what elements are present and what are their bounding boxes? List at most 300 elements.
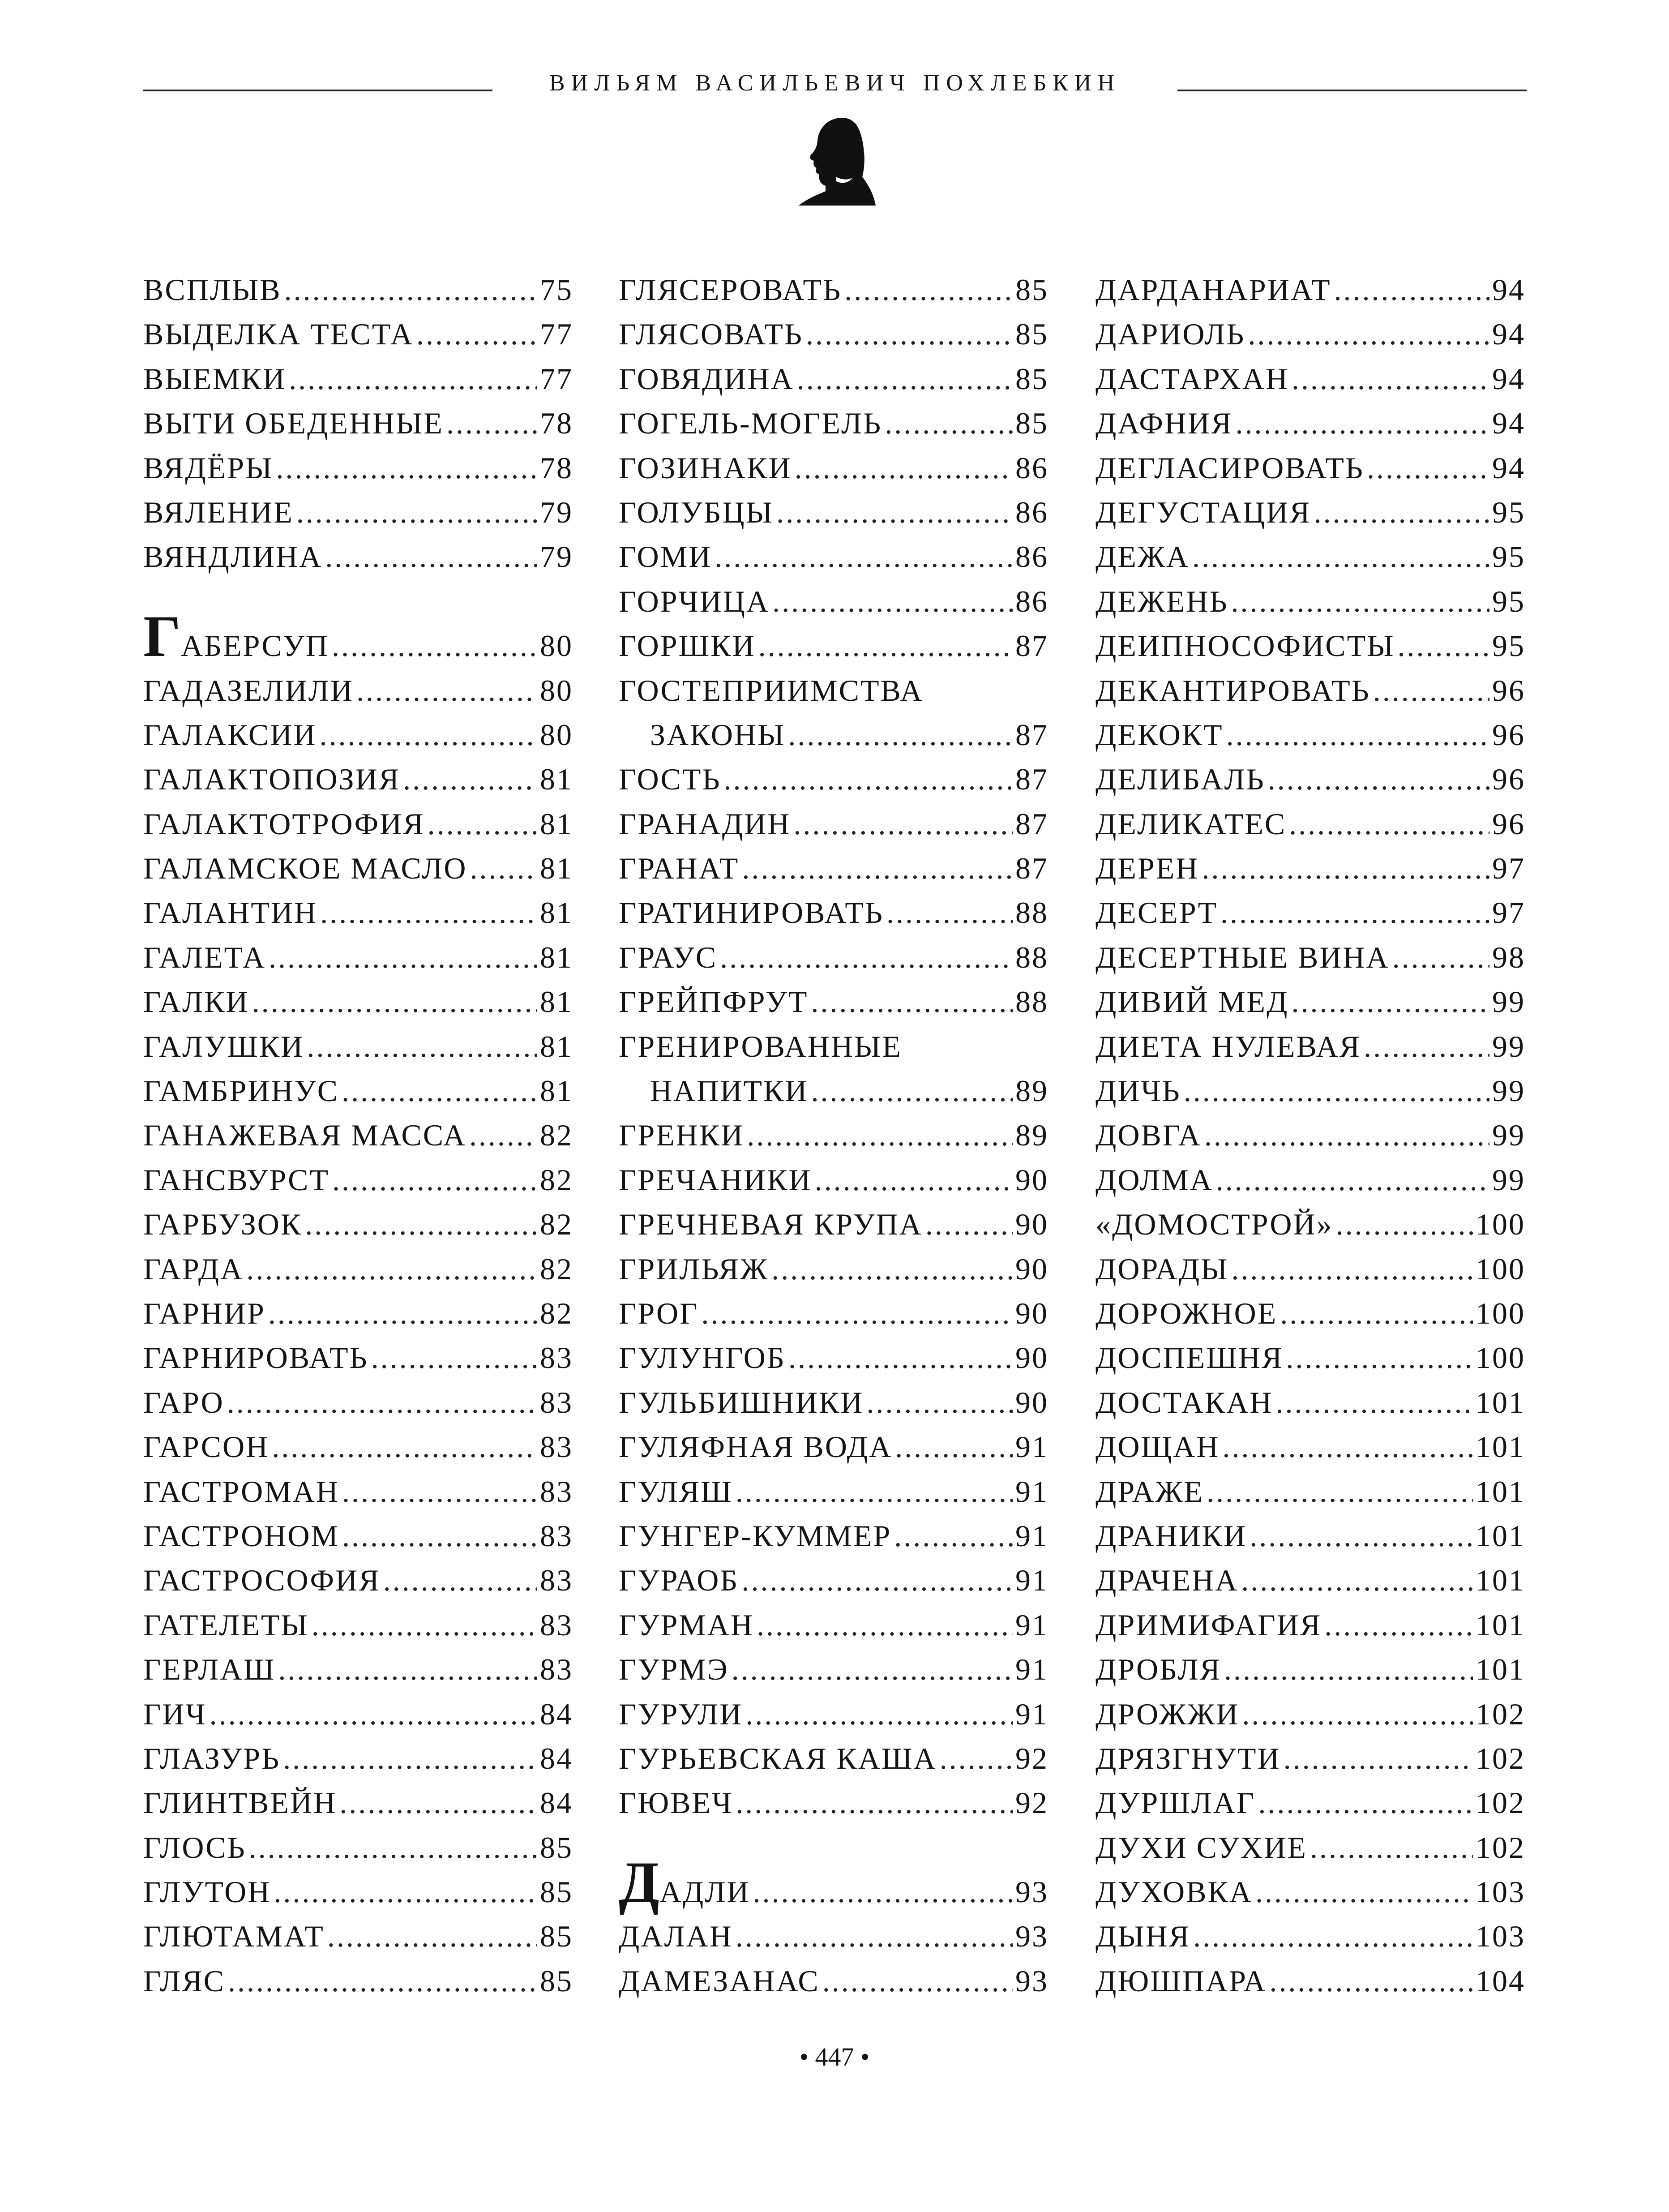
index-page-number: 89 [1015, 1118, 1048, 1153]
section-gap [619, 1826, 1048, 1870]
leader-dots [428, 802, 537, 846]
index-term: ГУРМАН [619, 1608, 754, 1642]
index-entry [619, 446, 1048, 490]
index-page-number: 81 [540, 1029, 573, 1063]
index-page-number: 91 [1015, 1652, 1048, 1687]
index-page-number: 99 [1492, 1118, 1525, 1153]
page-number: • 447 • [799, 2042, 870, 2071]
index-term: ГАЛУШКИ [143, 1029, 304, 1063]
index-entry [619, 757, 1048, 802]
index-entry [1096, 1558, 1525, 1603]
leader-dots [788, 713, 1013, 757]
leader-dots [1207, 1470, 1473, 1514]
index-term: ДУРШЛАГ [1096, 1786, 1256, 1820]
index-page-number: 88 [1015, 896, 1048, 930]
leader-dots [325, 535, 537, 579]
leader-dots [1204, 1113, 1489, 1157]
index-page-number: 102 [1476, 1830, 1525, 1865]
index-page-number: 83 [540, 1608, 573, 1642]
index-entry [1096, 1113, 1525, 1157]
index-column-2 [619, 268, 1048, 2003]
index-entry [1096, 757, 1525, 802]
index-page-number: 101 [1476, 1430, 1525, 1464]
index-entry [1096, 802, 1525, 846]
leader-dots [371, 1336, 537, 1380]
index-page-number: 94 [1492, 361, 1525, 396]
leader-dots [356, 669, 537, 713]
index-term: ГЛЯСЕРОВАТЬ [619, 273, 842, 307]
leader-dots [745, 1692, 1013, 1736]
leader-dots [724, 757, 1013, 802]
leader-dots [252, 980, 537, 1024]
index-term: ДАФНИЯ [1096, 406, 1233, 441]
index-entry [143, 401, 573, 446]
index-page-number: 91 [1015, 1608, 1048, 1642]
index-page-number: 100 [1476, 1252, 1525, 1286]
index-entry [143, 1914, 573, 1959]
index-entry [1096, 268, 1525, 312]
index-term: ГЕРЛАШ [143, 1652, 276, 1687]
index-page-number: 83 [540, 1385, 573, 1419]
index-entry [619, 802, 1048, 846]
index-page-number: 97 [1492, 851, 1525, 886]
leader-dots [1222, 1425, 1473, 1469]
index-entry [1096, 1380, 1525, 1425]
index-page-number: 93 [1015, 1963, 1048, 1998]
index-entry [1096, 1603, 1525, 1647]
index-page-number: 101 [1476, 1474, 1525, 1509]
leader-dots [1226, 713, 1489, 757]
index-entry [143, 1781, 573, 1825]
index-page-number: 92 [1015, 1741, 1048, 1775]
index-term: ДЕЖА [1096, 540, 1190, 574]
index-entry [619, 1914, 1048, 1959]
index-entry [143, 1692, 573, 1736]
index-term: ДРИМИФАГИЯ [1096, 1608, 1322, 1642]
leader-dots [741, 1558, 1013, 1603]
profile-silhouette-icon [792, 110, 877, 208]
index-term: ГАЛАМСКОЕ МАСЛО [143, 851, 467, 886]
index-term: ГАРСОН [143, 1430, 270, 1464]
index-entry [143, 1736, 573, 1781]
index-entry [619, 1692, 1048, 1736]
index-entry [619, 1514, 1048, 1558]
index-term: ГАЛАКТОПОЗИЯ [143, 762, 401, 797]
leader-dots [307, 1025, 537, 1069]
index-term: ДЕЛИКАТЕС [1096, 806, 1287, 841]
index-entry [619, 1736, 1048, 1781]
section-initial: Г [143, 603, 181, 669]
index-term: ДУХИ СУХИЕ [1096, 1830, 1307, 1865]
index-page-number: 81 [540, 1074, 573, 1108]
index-term: ГАРБУЗОК [143, 1207, 303, 1242]
index-term: ГРЕЙПФРУТ [619, 985, 809, 1019]
index-page-number: 101 [1476, 1385, 1525, 1419]
leader-dots [895, 1425, 1013, 1469]
leader-dots [772, 579, 1013, 624]
leader-dots [332, 624, 537, 668]
index-page-number: 93 [1015, 1875, 1048, 1909]
index-page-number: 83 [540, 1652, 573, 1687]
leader-dots [1334, 268, 1490, 312]
index-page-number: 91 [1015, 1430, 1048, 1464]
index-entry [619, 1959, 1048, 2003]
index-entry [143, 1158, 573, 1202]
leader-dots [1202, 846, 1489, 891]
leader-dots [815, 1158, 1013, 1202]
index-page-number: 82 [540, 1162, 573, 1197]
index-entry [143, 1470, 573, 1514]
index-entry [619, 935, 1048, 980]
index-term: ГУЛЯШ [619, 1474, 733, 1509]
index-term: ДРАЧЕНА [1096, 1563, 1239, 1598]
leader-dots [1324, 1603, 1473, 1647]
leader-dots [342, 1514, 537, 1558]
index-page-number: 96 [1492, 717, 1525, 752]
index-entry [1096, 1069, 1525, 1113]
index-term: ГАРНИРОВАТЬ [143, 1341, 368, 1375]
index-page-number: 99 [1492, 985, 1525, 1019]
index-term: ГОРШКИ [619, 629, 756, 663]
index-page-number: 92 [1015, 1786, 1048, 1820]
index-page-number: 101 [1476, 1652, 1525, 1687]
leader-dots [327, 1914, 537, 1959]
index-page-number: 94 [1492, 406, 1525, 441]
index-term: ВЯЛЕНИЕ [143, 495, 294, 529]
index-entry [143, 802, 573, 846]
index-entry [1096, 713, 1525, 757]
index-term: ГАЛЕТА [143, 940, 266, 974]
index-entry [619, 1849, 1048, 1916]
index-term: ГРАУС [619, 940, 718, 974]
index-entry [619, 1781, 1048, 1825]
index-entry [619, 490, 1048, 535]
index-entry [619, 579, 1048, 624]
index-entry [143, 1558, 573, 1603]
leader-dots [720, 935, 1013, 980]
index-term: ГУЛУНГОБ [619, 1341, 786, 1375]
index-entry [143, 891, 573, 935]
leader-dots [296, 490, 537, 535]
leader-dots [1292, 357, 1489, 401]
index-entry [143, 312, 573, 356]
index-term: «ДОМОСТРОЙ» [1096, 1207, 1333, 1242]
index-term: ГУРАОБ [619, 1563, 739, 1598]
index-page-number: 82 [540, 1118, 573, 1153]
index-entry [1096, 846, 1525, 891]
index-term: ДАРИОЛЬ [1096, 317, 1245, 352]
index-page-number: 99 [1492, 1074, 1525, 1108]
index-entry [619, 1336, 1048, 1380]
index-entry [619, 1025, 1048, 1069]
index-term: ГАСТРОНОМ [143, 1518, 339, 1553]
index-page-number: 85 [1015, 406, 1048, 441]
index-entry [1096, 669, 1525, 713]
index-term: ГАТЕЛЕТЫ [143, 1608, 309, 1642]
index-page-number: 85 [540, 1919, 573, 1954]
index-page-number: 90 [1015, 1385, 1048, 1419]
index-entry [619, 1113, 1048, 1157]
index-page-number: 81 [540, 762, 573, 797]
leader-dots [1364, 1025, 1489, 1069]
index-page-number: 89 [1015, 1074, 1048, 1108]
index-entry [619, 312, 1048, 356]
index-term: ГРАТИНИРОВАТЬ [619, 896, 884, 930]
index-page-number: 82 [540, 1296, 573, 1330]
index-entry [619, 1425, 1048, 1469]
leader-dots [1367, 446, 1489, 490]
index-entry [619, 1202, 1048, 1247]
index-entry [143, 1826, 573, 1870]
leader-dots [276, 446, 537, 490]
index-entry [143, 713, 573, 757]
index-term: ГУНГЕР-КУММЕР [619, 1518, 892, 1553]
leader-dots [1193, 1914, 1473, 1959]
index-term: ГРИЛЬЯЖ [619, 1252, 769, 1286]
index-page-number: 81 [540, 896, 573, 930]
leader-dots [1248, 312, 1489, 356]
index-entry [143, 1380, 573, 1425]
index-term: ГЛЯСОВАТЬ [619, 317, 803, 352]
index-term: ДЕЖЕНЬ [1096, 584, 1228, 618]
index-term: ГРОГ [619, 1296, 699, 1330]
index-page-number: 84 [540, 1786, 573, 1820]
leader-dots [844, 268, 1013, 312]
leader-dots [793, 802, 1013, 846]
index-page-number: 86 [1015, 495, 1048, 529]
index-entry [143, 1870, 573, 1914]
index-page-number: 87 [1015, 762, 1048, 797]
leader-dots [822, 1959, 1013, 2003]
index-page-number: 90 [1015, 1162, 1048, 1197]
leader-dots [227, 1380, 537, 1425]
leader-dots [885, 401, 1013, 446]
index-page-number: 85 [1015, 361, 1048, 396]
leader-dots [1224, 1647, 1473, 1692]
leader-dots [320, 891, 537, 935]
index-term: ДИЕТА НУЛЕВАЯ [1096, 1029, 1361, 1063]
index-page-number: 88 [1015, 940, 1048, 974]
leader-dots [811, 980, 1013, 1024]
index-entry [1096, 1514, 1525, 1558]
index-page-number: 87 [1015, 629, 1048, 663]
index-term: ДЮШПАРА [1096, 1963, 1267, 1998]
index-page-number: 100 [1476, 1296, 1525, 1330]
index-term: ДЕСЕРТ [1096, 896, 1218, 930]
index-page-number: 80 [540, 717, 573, 752]
index-page-number: 99 [1492, 1029, 1525, 1063]
index-page-number: 100 [1476, 1207, 1525, 1242]
index-page-number: 94 [1492, 450, 1525, 485]
index-page-number: 96 [1492, 673, 1525, 707]
leader-dots [416, 312, 537, 356]
index-page-number: 95 [1492, 495, 1525, 529]
index-term: ВЫТИ ОБЕДЕННЫЕ [143, 406, 444, 441]
index-entry [1096, 446, 1525, 490]
index-page-number: 82 [540, 1252, 573, 1286]
index-entry [1096, 1736, 1525, 1781]
leader-dots [747, 1113, 1013, 1157]
index-page-number: 81 [540, 851, 573, 886]
index-page-number: 104 [1476, 1963, 1525, 1998]
leader-dots [1231, 579, 1489, 624]
index-term: ВСПЛЫВ [143, 273, 282, 307]
index-page-number: 90 [1015, 1296, 1048, 1330]
index-term: ГАЛАКСИИ [143, 717, 317, 752]
leader-dots [1236, 401, 1489, 446]
index-term: ГОРЧИЦА [619, 584, 770, 618]
leader-dots [228, 1959, 537, 2003]
leader-dots [1373, 669, 1489, 713]
index-entry [619, 1470, 1048, 1514]
leader-dots [342, 1470, 537, 1514]
leader-dots [274, 1870, 537, 1914]
leader-dots [1255, 1870, 1473, 1914]
leader-dots [1268, 757, 1489, 802]
index-term: ГОСТЕПРИИМСТВА [619, 673, 924, 707]
leader-dots [788, 1336, 1013, 1380]
index-term: ДОЛМА [1096, 1162, 1213, 1197]
index-term: ДЕГУСТАЦИЯ [1096, 495, 1311, 529]
index-term: ГАСТРОМАН [143, 1474, 339, 1509]
index-term: ГЮВЕЧ [619, 1786, 733, 1820]
index-term: ДРОЖЖИ [1096, 1697, 1240, 1731]
index-page-number: 91 [1015, 1474, 1048, 1509]
index-term: ДОСПЕШНЯ [1096, 1341, 1284, 1375]
index-page-number: 87 [1015, 806, 1048, 841]
leader-dots [1276, 1380, 1473, 1425]
index-page-number: 101 [1476, 1608, 1525, 1642]
index-entry [1096, 1291, 1525, 1336]
index-entry [143, 1514, 573, 1558]
index-entry [143, 846, 573, 891]
index-page-number: 85 [1015, 273, 1048, 307]
leader-dots [925, 1202, 1013, 1247]
index-term: ДАСТАРХАН [1096, 361, 1289, 396]
leader-dots [284, 268, 537, 312]
index-entry [619, 1380, 1048, 1425]
index-entry [619, 535, 1048, 579]
index-term: ДЕКОКТ [1096, 717, 1224, 752]
index-entry [619, 1247, 1048, 1291]
index-entry [1096, 1826, 1525, 1870]
leader-dots [797, 357, 1013, 401]
leader-dots [1336, 1202, 1473, 1247]
index-entry [619, 980, 1048, 1024]
index-entry [619, 669, 1048, 713]
index-term: ДРЯЗГНУТИ [1096, 1741, 1281, 1775]
leader-dots [732, 1647, 1013, 1692]
index-entry [143, 757, 573, 802]
leader-dots [383, 1558, 537, 1603]
leader-dots [1231, 1247, 1473, 1291]
index-page-number: 101 [1476, 1563, 1525, 1598]
leader-dots [811, 1069, 1013, 1113]
index-term: ГУРЬЕВСКАЯ КАША [619, 1741, 937, 1775]
leader-dots [446, 401, 537, 446]
leader-dots [469, 1113, 537, 1157]
leader-dots [736, 1914, 1013, 1959]
index-entry [143, 980, 573, 1024]
index-page-number: 96 [1492, 762, 1525, 797]
section-initial: Д [619, 1849, 659, 1916]
index-page-number: 85 [540, 1963, 573, 1998]
index-entry [1096, 1914, 1525, 1959]
leader-dots [1269, 1959, 1473, 2003]
index-term: ДАЛАН [619, 1919, 733, 1954]
index-entry [143, 535, 573, 579]
leader-dots [1310, 1826, 1473, 1870]
index-term: ДЕРЕН [1096, 851, 1199, 886]
index-page-number: 86 [1015, 540, 1048, 574]
index-entry [143, 268, 573, 312]
index-term: ДОРАДЫ [1096, 1252, 1229, 1286]
index-term: ДАМЕЗАНАС [619, 1963, 820, 1998]
index-entry [1096, 1247, 1525, 1291]
index-entry [143, 603, 573, 669]
index-entry [1096, 535, 1525, 579]
leader-dots [1192, 535, 1489, 579]
index-term: ВЫЕМКИ [143, 361, 287, 396]
index-term: ДЕИПНОСОФИСТЫ [1096, 629, 1395, 663]
index-page-number: 86 [1015, 584, 1048, 618]
leader-dots [1242, 1692, 1473, 1736]
index-page-number: 81 [540, 806, 573, 841]
index-term: ГАЛАНТИН [143, 896, 318, 930]
index-term: ГУЛЯФНАЯ ВОДА [619, 1430, 893, 1464]
index-page-number: 85 [1015, 317, 1048, 352]
index-term: ДЕСЕРТНЫЕ ВИНА [1096, 940, 1390, 974]
index-page-number: 82 [540, 1207, 573, 1242]
index-term: ГОМИ [619, 540, 712, 574]
index-page-number: 85 [540, 1875, 573, 1909]
index-entry [143, 1336, 573, 1380]
index-entry [619, 846, 1048, 891]
index-term: ДЕГЛАСИРОВАТЬ [1096, 450, 1364, 485]
index-term: ДУХОВКА [1096, 1875, 1253, 1909]
leader-dots [1392, 935, 1489, 980]
index-term: ДАДЛИ [619, 1849, 750, 1916]
leader-dots [736, 1470, 1013, 1514]
leader-dots [1258, 1781, 1473, 1825]
index-page-number: 96 [1492, 806, 1525, 841]
index-term: ДОЩАН [1096, 1430, 1220, 1464]
leader-dots [757, 1603, 1013, 1647]
index-term: НАПИТКИ [650, 1074, 809, 1108]
index-term: ГЛАЗУРЬ [143, 1741, 281, 1775]
index-page-number: 97 [1492, 896, 1525, 930]
index-entry [619, 713, 1048, 757]
index-page-number: 95 [1492, 629, 1525, 663]
leader-dots [1216, 1158, 1489, 1202]
index-page-number: 78 [540, 406, 573, 441]
index-entry [619, 1647, 1048, 1692]
index-entry [1096, 401, 1525, 446]
leader-dots [289, 357, 537, 401]
index-term: ГЛУТОН [143, 1875, 271, 1909]
index-term: ДОРОЖНОЕ [1096, 1296, 1278, 1330]
index-entry [143, 1959, 573, 2003]
index-entry [1096, 357, 1525, 401]
index-term: ГАЛКИ [143, 985, 249, 1019]
index-entry [1096, 1202, 1525, 1247]
index-entry [619, 891, 1048, 935]
index-page-number: 78 [540, 450, 573, 485]
index-page-number: 77 [540, 317, 573, 352]
leader-dots [894, 1514, 1013, 1558]
index-page-number: 94 [1492, 317, 1525, 352]
index-page-number: 102 [1476, 1741, 1525, 1775]
